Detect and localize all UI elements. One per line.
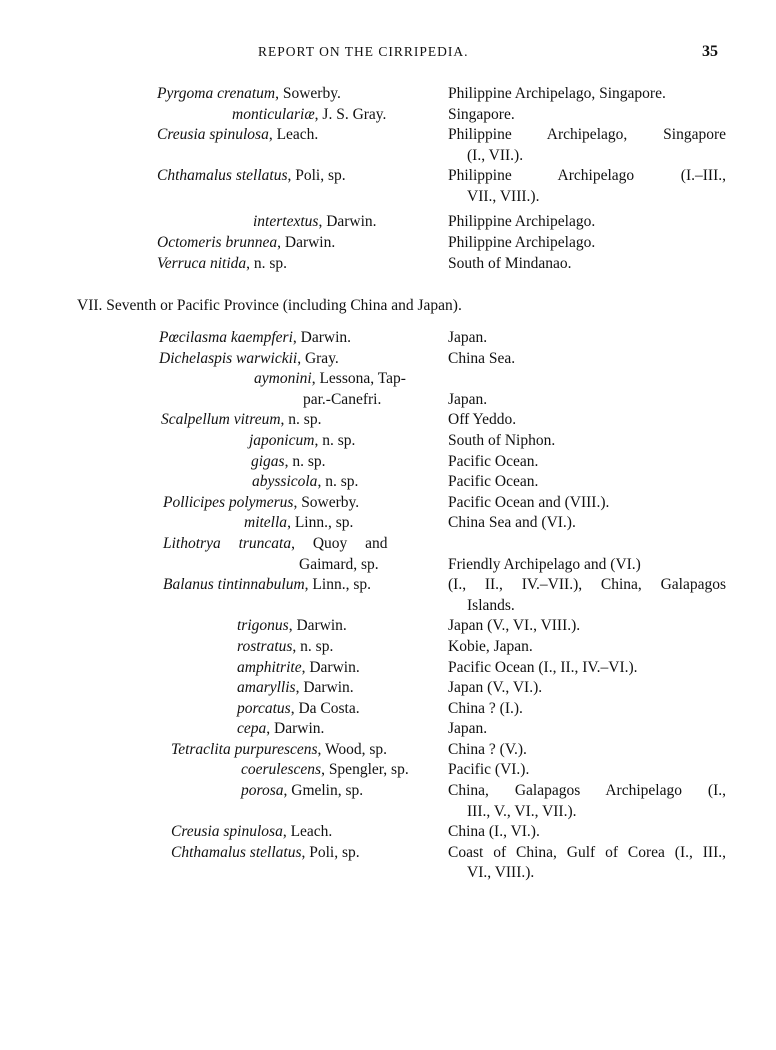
author-continuation: Gaimard, sp. (299, 555, 379, 573)
list-item (0, 472, 776, 493)
list-item (0, 125, 776, 166)
list-item (0, 349, 776, 370)
list-item (0, 760, 776, 781)
list-item (0, 719, 776, 740)
locality: China ? (I.). (448, 699, 523, 717)
list-item (0, 369, 776, 390)
list-item (0, 555, 776, 576)
page-header (0, 42, 776, 64)
locality: Japan (V., VI., VIII.). (448, 617, 581, 635)
list-item (0, 658, 776, 679)
species-list-previous-province (0, 84, 776, 274)
author-continuation: par.-Canefri. (303, 390, 382, 408)
section-heading: VII. Seventh or Pacific Province (including China and Japan). (77, 297, 462, 314)
list-item (0, 616, 776, 637)
species-name: monticulariæ, J. S. Gray. (232, 105, 387, 123)
locality: Philippine Archipelago. (448, 233, 596, 251)
species-name: Creusia spinulosa, Leach. (171, 823, 333, 841)
list-item (0, 431, 776, 452)
locality: Pacific (VI.). (448, 761, 530, 779)
locality: China ? (V.). (448, 740, 527, 758)
species-name: aymonini, Lessona, Tap- (254, 370, 406, 388)
list-item (0, 105, 776, 126)
species-name: porosa, Gmelin, sp. (241, 782, 364, 800)
list-item (0, 843, 776, 884)
locality: Japan. (448, 390, 488, 408)
locality: Japan. (448, 329, 488, 346)
locality: Pacific Ocean and (VIII.). (448, 493, 610, 511)
species-name: cepa, Darwin. (237, 720, 325, 738)
locality: China (I., VI.). (448, 823, 540, 841)
page-number: 35 (702, 43, 718, 60)
list-item (0, 452, 776, 473)
species-name: Pyrgoma crenatum, Sowerby. (157, 85, 341, 102)
species-name: Chthamalus stellatus, Poli, sp. (157, 167, 346, 185)
species-name: Octomeris brunnea, Darwin. (157, 233, 336, 251)
species-name: mitella, Linn., sp. (244, 514, 354, 532)
species-name: gigas, n. sp. (251, 452, 326, 470)
species-name: japonicum, n. sp. (249, 431, 356, 449)
locality: Singapore. (448, 105, 515, 123)
locality: South of Niphon. (448, 431, 556, 449)
species-name: Pollicipes polymerus, Sowerby. (163, 493, 360, 511)
species-name: Chthamalus stellatus, Poli, sp. (171, 843, 360, 861)
species-name: trigonus, Darwin. (237, 617, 347, 635)
list-item (0, 513, 776, 534)
list-item (0, 534, 776, 555)
locality: China, Galapagos Archipelago (I., III., V., VI., VII.). (448, 782, 726, 820)
locality: Philippine Archipelago. (448, 213, 596, 231)
species-name: amphitrite, Darwin. (237, 658, 360, 676)
locality: Friendly Archipelago and (VI.) (448, 555, 641, 573)
locality: China Sea and (VI.). (448, 514, 576, 532)
list-item (0, 637, 776, 658)
species-name: rostratus, n. sp. (237, 637, 334, 655)
list-item (0, 233, 776, 254)
locality: Philippine Archipelago, Singapore. (448, 85, 666, 102)
locality: Pacific Ocean. (448, 473, 539, 491)
species-name: coerulescens, Spengler, sp. (241, 761, 409, 779)
list-item (0, 84, 776, 105)
list-item (0, 678, 776, 699)
locality: Japan. (448, 720, 488, 738)
species-name: porcatus, Da Costa. (237, 699, 360, 717)
species-name: Tetraclita purpurescens, Wood, sp. (171, 740, 388, 758)
species-name: Creusia spinulosa, Leach. (157, 126, 319, 144)
species-name: Dichelaspis warwickii, Gray. (159, 349, 339, 367)
list-item (0, 410, 776, 431)
locality: South of Mindanao. (448, 254, 572, 272)
locality: Coast of China, Gulf of Corea (I., III., VI., VIII.). (448, 843, 726, 882)
locality: Pacific Ocean. (448, 452, 539, 470)
list-item (0, 781, 776, 822)
locality: (I., II., IV.–VII.), China, Galapagos Islands. (448, 576, 726, 614)
list-item (0, 328, 776, 349)
running-title: REPORT ON THE CIRRIPEDIA. (258, 44, 469, 59)
locality: Pacific Ocean (I., II., IV.–VI.). (448, 658, 638, 676)
list-item (0, 166, 776, 212)
locality: Japan (V., VI.). (448, 679, 543, 697)
species-name: Verruca nitida, n. sp. (157, 254, 288, 272)
locality: Philippine Archipelago, Singapore (I., VII.). (448, 126, 726, 164)
list-item (0, 740, 776, 761)
list-item (0, 390, 776, 411)
species-name: Scalpellum vitreum, n. sp. (161, 411, 322, 429)
species-list-pacific-province (0, 328, 776, 884)
locality: Philippine Archipelago (I.–III., VII., VIII.). (448, 167, 726, 205)
list-item (0, 822, 776, 843)
list-item (0, 254, 776, 275)
list-item (0, 699, 776, 720)
species-name: intertextus, Darwin. (253, 213, 377, 231)
species-name: Lithotrya truncata, Quoy and (163, 534, 388, 552)
locality: Off Yeddo. (448, 411, 517, 429)
species-name: abyssicola, n. sp. (252, 473, 359, 491)
list-item (0, 575, 776, 616)
locality: Kobie, Japan. (448, 637, 533, 655)
species-name: Balanus tintinnabulum, Linn., sp. (163, 576, 371, 594)
list-item (0, 493, 776, 514)
species-name: amaryllis, Darwin. (237, 679, 354, 697)
species-name: Pœcilasma kaempferi, Darwin. (159, 329, 352, 346)
locality: China Sea. (448, 349, 516, 367)
list-item (0, 212, 776, 233)
